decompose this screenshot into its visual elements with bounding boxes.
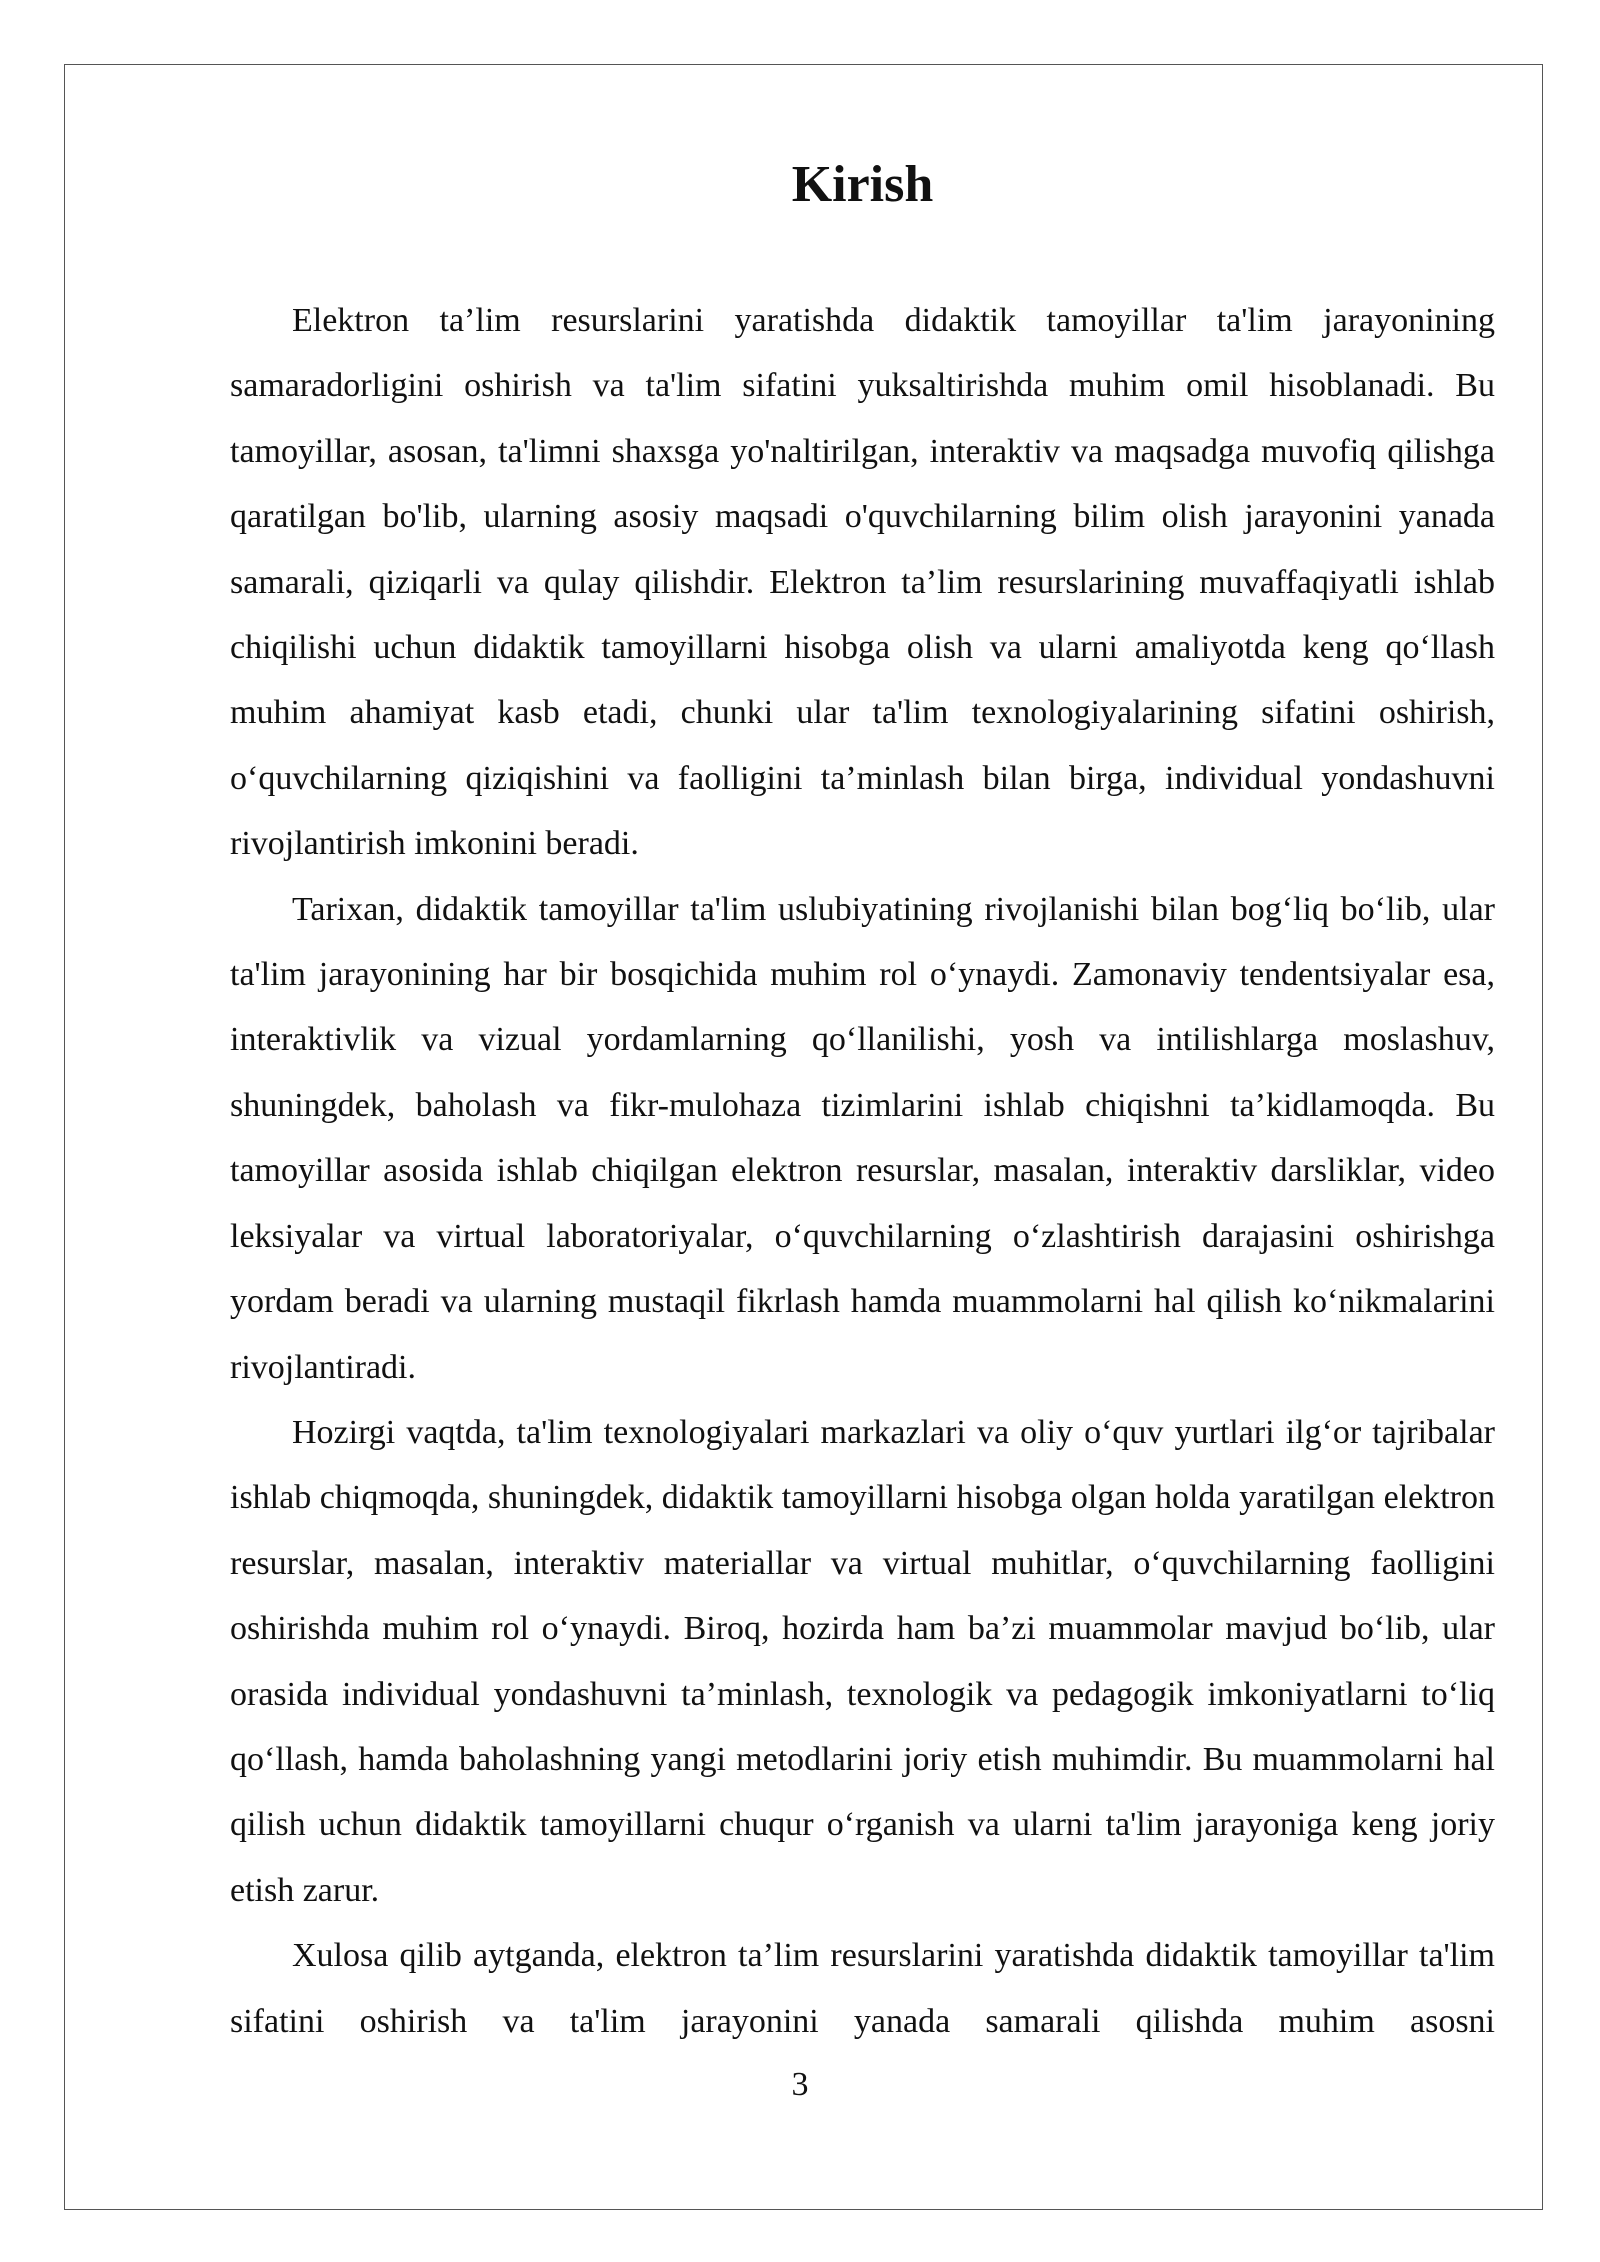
page-number: 3	[791, 2066, 809, 2103]
document-body	[230, 140, 1495, 2054]
paragraph-4: Xulosa qilib aytganda, elektron ta’lim resurslarini yaratishda didaktik tamoyillar ta'lim sifatini oshirish va ta'lim jarayonini yanada samarali qilishda muhim asosni	[230, 1937, 1495, 2040]
paragraph-3: Hozirgi vaqtda, ta'lim texnologiyalari markazlari va oliy o‘quv yurtlari ilg‘or tajribalar ishlab chiqmoqda, shuningdek, didaktik tamoyillarni hisobga olgan holda yaratilgan elektron resurslar, masalan, interaktiv materiallar va virtual muhitlar, o‘quvchilarning faolligini oshirishda muhim rol o‘ynaydi. Biroq, hozirda ham ba’zi muammolar mavjud bo‘lib, ular orasida individual yondashuvni ta’minlash, texnologik va pedagogik imkoniyatlarni to‘liq qo‘llash, hamda baholashning yangi metodlarini joriy etish muhimdir. Bu muammolarni hal qilish uchun didaktik tamoyillarni chuqur o‘rganish va ularni ta'lim jarayoniga keng joriy etish zarur.	[230, 1413, 1495, 1909]
page-title: Kirish	[791, 156, 934, 213]
paragraph-2: Tarixan, didaktik tamoyillar ta'lim uslubiyatining rivojlanishi bilan bog‘liq bo‘lib, ular ta'lim jarayonining har bir bosqichida muhim rol o‘ynaydi. Zamonaviy tendentsiyalar esa, interaktivlik va vizual yordamlarning qo‘llanilishi, yosh va intilishlarga moslashuv, shuningdek, baholash va fikr-mulohaza tizimlarini ishlab chiqishni ta’kidlamoqda. Bu tamoyillar asosida ishlab chiqilgan elektron resurslar, masalan, interaktiv darsliklar, video leksiyalar va virtual laboratoriyalar, o‘quvchilarning o‘zlashtirish darajasini oshirishga yordam beradi va ularning mustaqil fikrlash hamda muammolarni hal qilish ko‘nikmalarini rivojlantiradi.	[230, 890, 1495, 1386]
paragraph-1: Elektron ta’lim resurslarini yaratishda didaktik tamoyillar ta'lim jarayonining samaradorligini oshirish va ta'lim sifatini yuksaltirishda muhim omil hisoblanadi. Bu tamoyillar, asosan, ta'limni shaxsga yo'naltirilgan, interaktiv va maqsadga muvofiq qilishga qaratilgan bo'lib, ularning asosiy maqsadi o'quvchilarning bilim olish jarayonini yanada samarali, qiziqarli va qulay qilishdir. Elektron ta’lim resurslarining muvaffaqiyatli ishlab chiqilishi uchun didaktik tamoyillarni hisobga olish va ularni amaliyotda keng qo‘llash muhim ahamiyat kasb etadi, chunki ular ta'lim texnologiyalarining sifatini oshirish, o‘quvchilarning qiziqishini va faolligini ta’minlash bilan birga, individual yondashuvni rivojlantirish imkonini beradi.	[230, 302, 1495, 863]
